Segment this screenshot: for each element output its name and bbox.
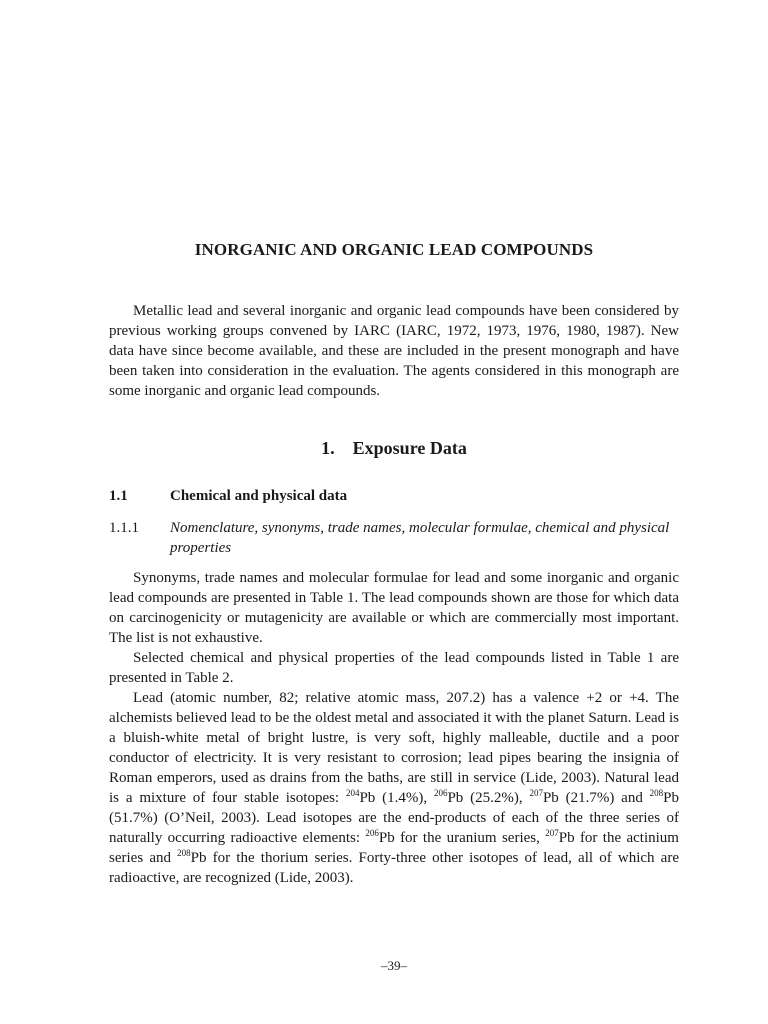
isotope-mass: 206 [365, 828, 379, 838]
lead-text-5: Pb (51.7%) (O’Neil, 2003). Lead isotopes are the end-products of each of the three series of naturally occurring radioactive elements: [109, 790, 680, 846]
paragraph-lead [109, 688, 679, 888]
section-title: Exposure Data [352, 438, 467, 458]
subsection-title: Chemical and physical data [170, 488, 348, 504]
subsubsection-number: 1.1.1 [109, 520, 139, 536]
subsubsection-heading [109, 518, 679, 558]
page-number: –39– [381, 958, 407, 973]
lead-text-3: Pb (25.2%), [447, 790, 530, 806]
document-page [109, 0, 679, 1024]
subsection-number: 1.1 [109, 488, 128, 504]
isotope-mass: 208 [177, 848, 191, 858]
paragraph-synonyms: Synonyms, trade names and molecular formulae for lead and some inorganic and organic lead compounds are presented in Table 1. The lead compounds shown are those for which data on carcinogenicity or mutagenicity are available or which are commercially most important. The list is not exhaustive. [109, 570, 679, 646]
lead-text-2: Pb (1.4%), [359, 790, 434, 806]
paragraph-properties: Selected chemical and physical properties of the lead compounds listed in Table 1 are presented in Table 2. [109, 650, 679, 686]
lead-text-4: Pb (21.7%) and [542, 790, 650, 806]
intro-paragraph: Metallic lead and several inorganic and organic lead compounds have been considered by previous working groups convened by IARC (IARC, 1972, 1973, 1976, 1980, 1987). New data have since become available, and these are included in the present monograph and have been taken into consideration in the evaluation. The agents considered in this monograph are some inorganic and organic lead compounds. [109, 303, 679, 399]
isotope-mass: 207 [545, 828, 559, 838]
isotope-mass: 208 [649, 788, 664, 798]
subsection-heading [109, 486, 679, 506]
section-heading [109, 438, 679, 459]
chapter-title: INORGANIC AND ORGANIC LEAD COMPOUNDS [194, 240, 594, 259]
section-number: 1. [321, 438, 335, 458]
lead-text-6: Pb for the uranium series, [378, 830, 546, 846]
lead-text-8: Pb for the thorium series. Forty-three other isotopes of lead, all of which are radioactive, are recognized (Lide, 2003). [109, 850, 679, 886]
isotope-mass: 207 [529, 788, 543, 798]
lead-text-7: Pb for the actinium series and [109, 830, 679, 866]
lead-text-1: Lead (atomic number, 82; relative atomic mass, 207.2) has a valence +2 or +4. The alchemists believed lead to be the oldest metal and associated it with the planet Saturn. Lead is a bluish-white metal of bright lustre, is very soft, highly malleable, ductile and a poor conductor of electricity. It is very resistant to corrosion; lead pipes bearing the insignia of Roman emperors, used as drains from the baths, are still in service (Lide, 2003). Natural lead is a mixture of four stable isotopes: [109, 690, 679, 806]
subsubsection-title: Nomenclature, synonyms, trade names, molecular formulae, chemical and physical properties [170, 520, 670, 556]
isotope-mass: 206 [433, 788, 448, 798]
body-text [109, 568, 679, 888]
isotope-mass: 204 [345, 788, 360, 798]
